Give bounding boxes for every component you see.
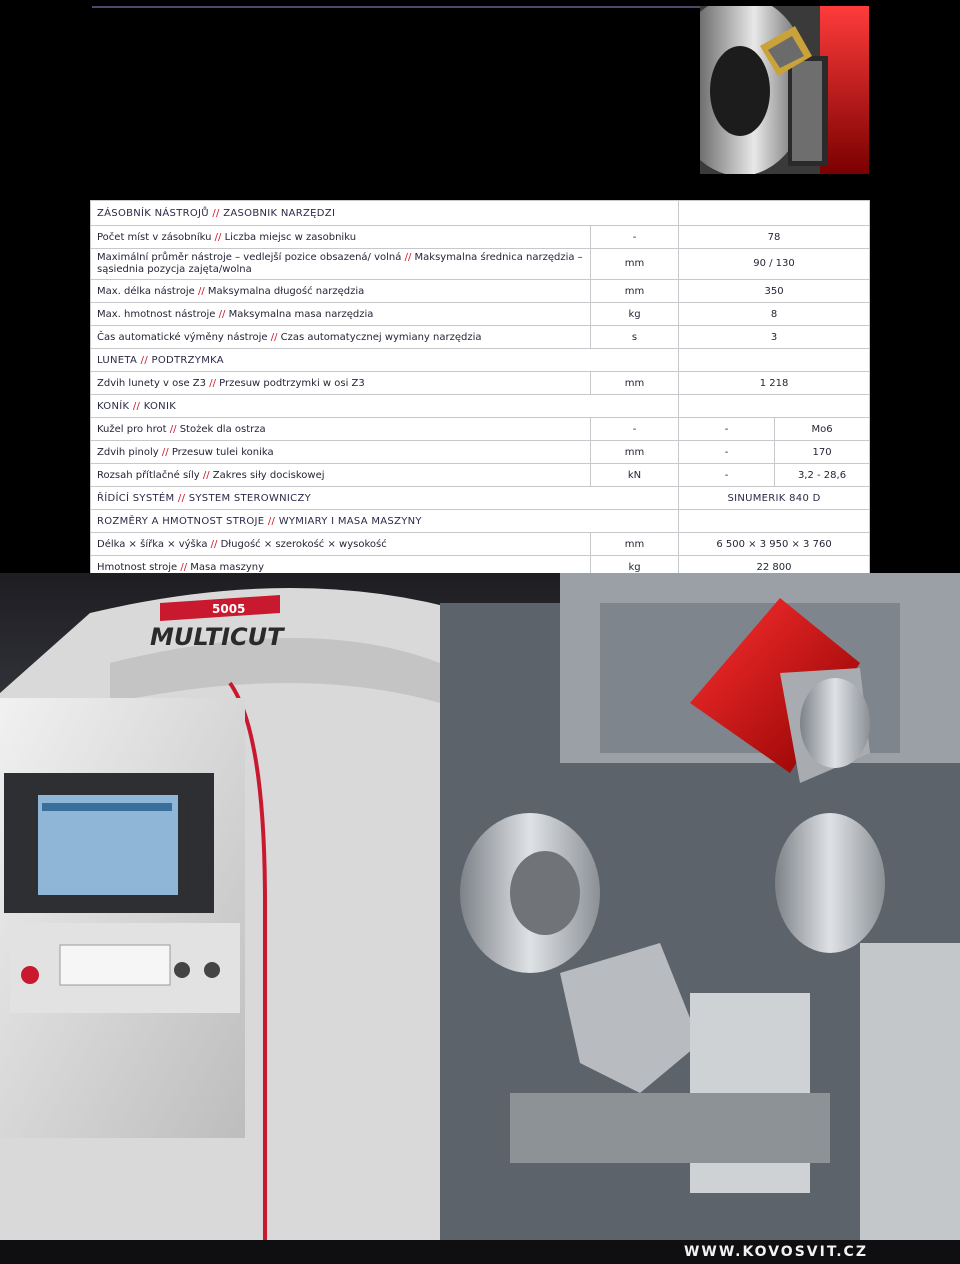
spec-row-quill-travel: Zdvih pinoly // Przesuw tulei konika mm - 170	[91, 441, 870, 464]
spec-row-tool-change-time: Čas automatické výměny nástroje // Czas automatycznej wymiany narzędzia s 3	[91, 326, 870, 349]
section-header-dimensions: ROZMĚRY A HMOTNOST STROJE // WYMIARY I MASA MASZYNY	[91, 510, 870, 533]
spec-row-max-tool-length: Max. délka nástroje // Maksymalna długość narzędzia mm 350	[91, 280, 870, 303]
spec-row-thrust-force-range: Rozsah přítlačné síly // Zakres siły dociskowej kN - 3,2 - 28,6	[91, 464, 870, 487]
machine-photo	[0, 573, 960, 1240]
section-header-steady-rest: LUNETA // PODTRZYMKA	[91, 349, 870, 372]
spec-row-magazine-capacity: Počet míst v zásobníku // Liczba miejsc w zasobniku - 78	[91, 226, 870, 249]
section-header-tool-magazine: ZÁSOBNÍK NÁSTROJŮ // ZASOBNIK NARZĘDZI	[91, 201, 870, 226]
website-url[interactable]: WWW.KOVOSVIT.CZ	[683, 1244, 868, 1260]
section-header-tailstock: KONÍK // KONIK	[91, 395, 870, 418]
machine-brand-text: MULTICUT	[150, 623, 284, 651]
control-system-value: SINUMERIK 840 D	[679, 487, 870, 510]
spec-row-dimensions: Délka × šířka × výška // Długość × szerokość × wysokość mm 6 500 × 3 950 × 3 760	[91, 533, 870, 556]
footer-bar	[0, 1240, 960, 1264]
spec-row-machine-weight: Hmotnost stroje // Masa maszyny kg 22 800	[91, 556, 870, 579]
spec-row-max-tool-weight: Max. hmotnost nástroje // Maksymalna masa narzędzia kg 8	[91, 303, 870, 326]
spec-row-max-tool-diameter: Maximální průměr nástroje – vedlejší pozice obsazená/ volná // Maksymalna średnica narzędzia – sąsiednia pozycja zajęta/wolna mm 90 / 130	[91, 249, 870, 280]
spec-row-steady-rest-travel: Zdvih lunety v ose Z3 // Przesuw podtrzymki w osi Z3 mm 1 218	[91, 372, 870, 395]
section-header-control-system: ŘÍDÍCÍ SYSTÉM // SYSTEM STEROWNICZY SINUMERIK 840 D	[91, 487, 870, 510]
spec-row-tailstock-taper: Kužel pro hrot // Stożek dla ostrza - - Mo6	[91, 418, 870, 441]
machine-badge-text: 5005	[212, 602, 246, 616]
tool-holder-photo	[700, 6, 869, 174]
spec-table	[90, 200, 870, 579]
